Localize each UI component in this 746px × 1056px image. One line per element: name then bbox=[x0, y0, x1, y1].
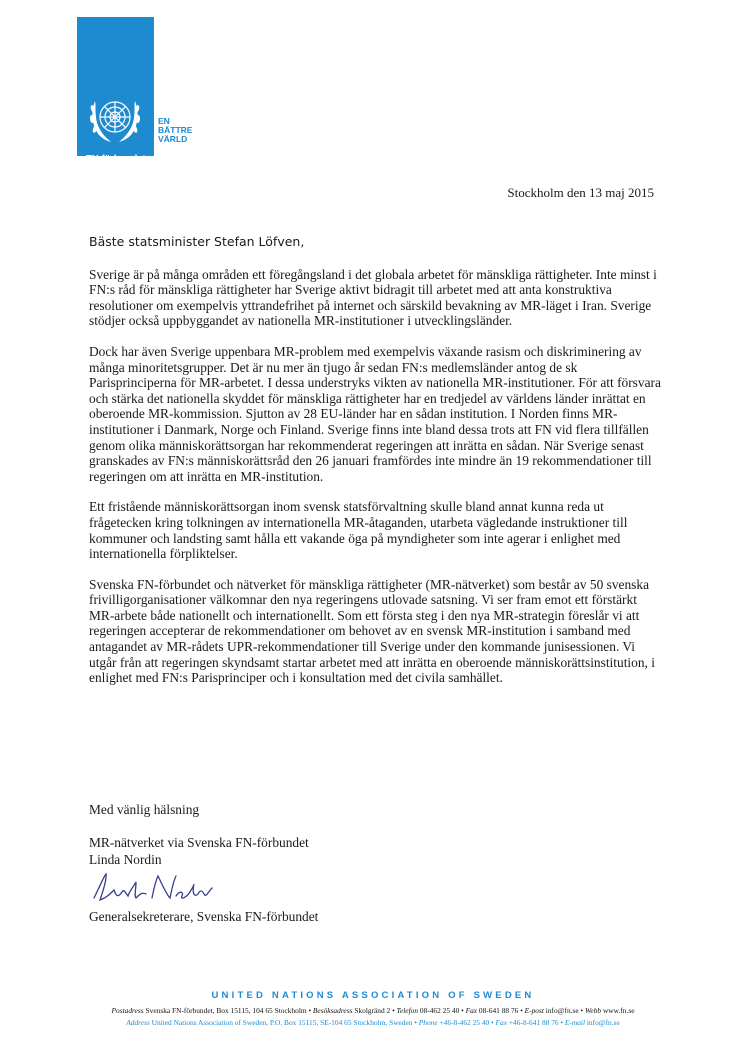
footer-address-sv bbox=[0, 1006, 746, 1015]
signer-title: Generalsekreterare, Svenska FN-förbundet bbox=[89, 909, 319, 924]
footer-value: www.fn.se bbox=[601, 1006, 635, 1015]
footer-org-name: UNITED NATIONS ASSOCIATION OF SWEDEN bbox=[211, 990, 535, 1001]
footer-label: E-mail bbox=[564, 1018, 586, 1027]
body-paragraph: Dock har även Sverige uppenbara MR-problem med exempelvis växande rasism och diskriminering av många minoritetsgrupper. Det är nu mer än tjugo år sedan FN:s medlemsländer antog de sk Parisprinciperna för MR-arbetet. I dessa understryks vikten av nationella MR-institutioner. För att försvara och stärka det nationella skyddet för mänskliga rättigheter har en tredjedel av världens länder inrättat en oberoende MR-kommission. Sjutton av 28 EU-länder har en sådan institution. I Norden finns MR-institutioner i Danmark, Norge och Finland. Sverige finns inte bland dessa trots att FN vid flera tillfällen genom olika människorättsorgan har rekommenderat regeringen att inrätta en sådan. När Sverige senast granskades av FN:s människorättsråd den 26 januari framfördes inte mindre än 19 rekommendationer till regeringen om att inrätta en MR-institution. bbox=[89, 343, 661, 484]
tagline-line: BÄTTRE bbox=[158, 125, 193, 135]
logo-tagline bbox=[158, 117, 198, 144]
footer-value: 08-462 25 40 • bbox=[418, 1006, 466, 1015]
footer-value: 08-641 88 76 • bbox=[477, 1006, 525, 1015]
logo-name: FN-förbundet bbox=[85, 154, 146, 165]
logo-subname: UNA SWEDEN bbox=[96, 166, 135, 171]
footer-value: Skolgränd 2 • bbox=[352, 1006, 397, 1015]
letter-date: Stockholm den 13 maj 2015 bbox=[507, 185, 654, 200]
footer-value: info@fn.se bbox=[585, 1018, 620, 1027]
handwritten-signature bbox=[90, 868, 220, 908]
footer-label: E-post bbox=[524, 1006, 544, 1015]
body-paragraph: Svenska FN-förbundet och nätverket för mänskliga rättigheter (MR-nätverket) som består av 50 svenska frivilligorganisationer välkomnar den nya regeringens utlovade satsning. Vi ser fram emot ett förstärkt MR-arbete både nationellt och internationellt. Som ett första steg i den nya MR-strategin föreslår vi att regeringen accepterar de rekommendationer om behovet av en svensk MR-institution i samband med antagandet av MR-rådets UPR-rekommendationer till Sverige under den kommande junisessionen. Vi utgår från att regeringen skyndsamt startar arbetet med att inrätta en oberoende människorättsinstitution, i enlighet med FN:s Parisprinciper och i konsultation med det civila samhället. bbox=[89, 576, 655, 686]
footer-label: Webb bbox=[584, 1006, 602, 1015]
footer-label: Telefon bbox=[396, 1006, 419, 1015]
body-paragraph: Ett fristående människorättsorgan inom svensk statsförvaltning skulle bland annat kunna reda ut frågetecken kring tolkningen av internationella MR-åtaganden, utarbeta vägledande instruktioner till kommuner och landsting samt hålla ett vakande öga på myndigheter som inte agerar i enlighet med internationella förpliktelser. bbox=[89, 499, 628, 562]
un-emblem-icon bbox=[85, 89, 145, 151]
sender-org: MR-nätverket via Svenska FN-förbundet bbox=[89, 835, 309, 850]
footer-label: Postadress bbox=[111, 1006, 144, 1015]
footer-label: Fax bbox=[495, 1018, 508, 1027]
footer-label: Fax bbox=[465, 1006, 478, 1015]
greeting: Bäste statsminister Stefan Löfven, bbox=[89, 234, 305, 249]
footer-value: United Nations Association of Sweden, P.O. Box 15115, SE-104 65 Stockholm, Sweden • bbox=[149, 1018, 419, 1027]
fn-forbundet-logo bbox=[77, 17, 154, 171]
footer-value: +46-8-462 25 40 • bbox=[437, 1018, 496, 1027]
footer-label: Address bbox=[126, 1018, 150, 1027]
footer-label: Phone bbox=[418, 1018, 438, 1027]
letter-body bbox=[89, 234, 664, 701]
footer-address-en bbox=[0, 1018, 746, 1027]
footer-value: Svenska FN-förbundet, Box 15115, 104 65 Stockholm • bbox=[143, 1006, 313, 1015]
body-paragraph: Sverige är på många områden ett föregångsland i det globala arbetet för mänskliga rättigheter. Inte minst i FN:s råd för mänskliga rättigheter har Sverige aktivt bidragit till arbetet med att anta konstruktiva resolutioner om exempelvis yttrandefrihet på internet och särskild bevakning av MR-läget i Iran. Sverige stödjer också uppbyggandet av nationella MR-institutioner i utvecklingsländer. bbox=[89, 266, 657, 329]
signer-name: Linda Nordin bbox=[89, 852, 162, 867]
closing: Med vänlig hälsning bbox=[89, 802, 200, 817]
tagline-line: VÄRLD bbox=[158, 134, 188, 144]
tagline-line: EN bbox=[158, 116, 170, 126]
footer-value: info@fn.se • bbox=[543, 1006, 585, 1015]
footer-label: Besöksadress bbox=[312, 1006, 353, 1015]
footer-value: +46-8-641 88 76 • bbox=[507, 1018, 565, 1027]
